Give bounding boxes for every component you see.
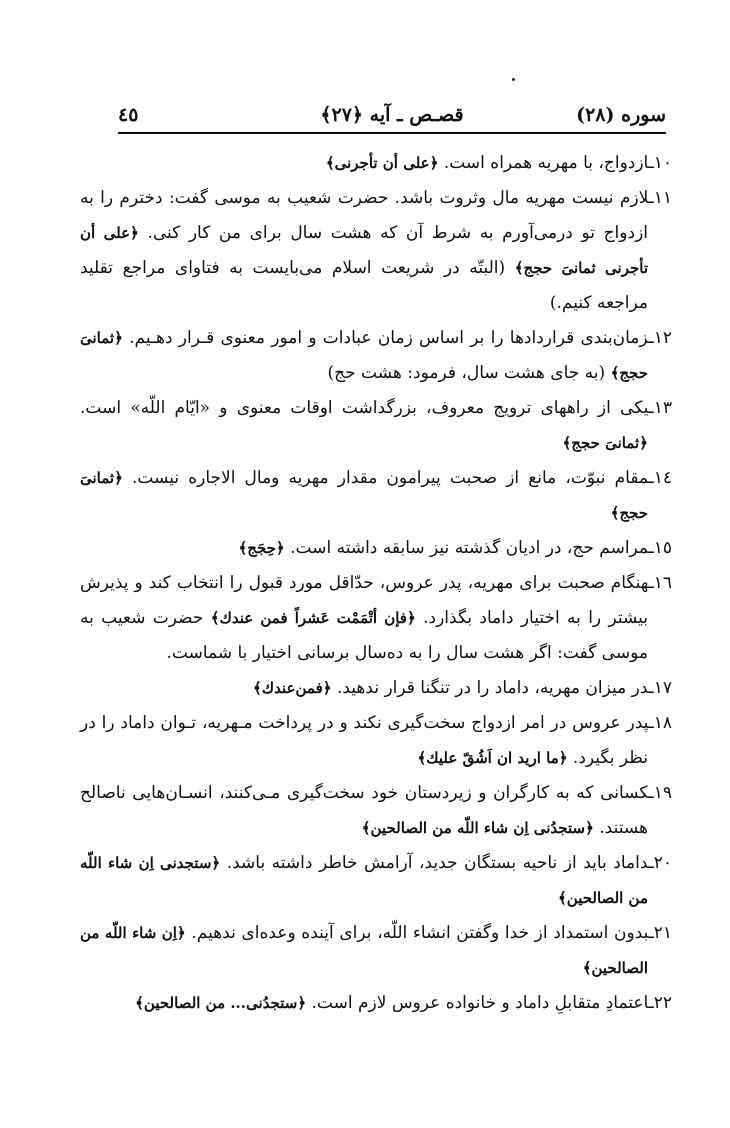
item-text: داماد بايد از ناحيه بستگان جديد، آرامش خاطر داشته باشد. bbox=[226, 853, 649, 873]
list-item bbox=[80, 146, 672, 181]
item-text: پدر عروس در امر ازدواج سخت‌گيرى نكند و در پرداخت مـهريه، تـوان داماد را در نظر بگيرد. bbox=[80, 713, 649, 768]
item-number: ١٨ـ bbox=[648, 713, 672, 733]
list-item bbox=[80, 846, 672, 916]
item-quote: ﴿على أن تأجرنى﴾ bbox=[325, 154, 439, 172]
item-number: ١٧ـ bbox=[648, 678, 672, 698]
list-item bbox=[80, 181, 672, 321]
item-text: مراسم حج، در اديان گذشته نيز سابقه داشته است. bbox=[290, 538, 649, 558]
page-number: ٤٥ bbox=[118, 104, 139, 126]
item-text: اعتمادِ متقابلِ داماد و خانواده عروس لازم است. bbox=[311, 993, 649, 1013]
item-number: ١٢ـ bbox=[648, 328, 672, 348]
item-text: لازم نيست مهريه مال وثروت باشد. حضرت شعيب به موسى گفت: دخترم را به ازدواج تو درمى‌آورم به شرط آن كه هشت سال براى من كار كنى. bbox=[80, 188, 649, 243]
item-quote: ﴿فإن أتْمَمْت عَشراً فمن عندك﴾ bbox=[210, 609, 416, 627]
page-title: قصـص ـ آيه ﴿٢٧﴾ bbox=[320, 104, 464, 126]
item-quote: ﴿ثمانىَ حجج﴾ bbox=[80, 469, 648, 522]
item-tail: حضرت شعيب به موسى گفت: اگر هشت سال را به ده‌سال برسانى اختيار با شماست. bbox=[80, 608, 648, 663]
item-number: ١٦ـ bbox=[648, 573, 672, 593]
item-text: هنگام صحبت براى مهريه، پدر عروس، حدّاقل مورد قبول را انتخاب كند و پذيرش بيشتر را به اختيار داماد بگذارد. bbox=[80, 573, 649, 628]
item-text: زمان‌بندى قراردادها را بر اساس زمان عبادات و امور معنوى قـرار دهـيم. bbox=[129, 328, 649, 348]
item-quote: ﴿ستجدُنى اِن شاء اللّه من الصالحين﴾ bbox=[361, 819, 594, 837]
item-quote: ﴿ستجدُنى... من الصالحين﴾ bbox=[135, 994, 307, 1012]
page-body bbox=[80, 146, 672, 1021]
header-rule bbox=[118, 132, 666, 134]
item-number: ١٤ـ bbox=[648, 468, 673, 488]
list-item bbox=[80, 391, 672, 461]
item-number: ١٥ـ bbox=[648, 538, 672, 558]
item-quote: ﴿ثمانىَ حجج﴾ bbox=[80, 329, 648, 382]
item-number: ٢٠ـ bbox=[648, 853, 673, 873]
list-item bbox=[80, 776, 672, 846]
list-item bbox=[80, 461, 672, 531]
item-quote: ﴿على أن تأجرنى ثمانىَ حجج﴾ bbox=[80, 224, 649, 277]
item-number: ١١ـ bbox=[648, 188, 672, 208]
page-header bbox=[118, 98, 666, 132]
item-number: ١٠ـ bbox=[648, 153, 672, 173]
item-number: ١٣ـ bbox=[648, 398, 672, 418]
item-number: ١٩ـ bbox=[648, 783, 672, 803]
list-item bbox=[80, 986, 672, 1021]
item-text: در ميزان مهريه، داماد را در تنگنا قرار ندهيد. bbox=[336, 678, 649, 698]
item-number: ٢١ـ bbox=[648, 923, 673, 943]
item-quote: ﴿فمن‌عندك﴾ bbox=[253, 679, 332, 697]
item-text: كسانى كه به كارگران و زيردستان خود سخت‌گيرى مـى‌كنند، انسـان‌هايى ناصالح هستند. bbox=[80, 783, 649, 838]
item-quote: ﴿ثمانىَ حجج﴾ bbox=[562, 434, 648, 452]
list-item bbox=[80, 671, 672, 706]
list-item bbox=[80, 321, 672, 391]
item-tail: (به جاى هشت سال، فرمود: هشت حج) bbox=[327, 363, 606, 383]
list-item bbox=[80, 916, 672, 986]
item-text: بدون استمداد از خدا وگفتن انشاء اللّه، براى آينده وعده‌اى ندهيم. bbox=[191, 923, 649, 943]
item-text: ازدواج، با مهريه همراه است. bbox=[443, 153, 649, 173]
ink-dot bbox=[512, 78, 515, 81]
item-tail: (البتّه در شريعت اسلام مى‌بايست به فتاواى مراجع تقليد مراجعه كنيم.) bbox=[80, 258, 648, 313]
item-number: ٢٢ـ bbox=[648, 993, 672, 1013]
item-quote: ﴿ستجدنى اِن شاء اللّه من الصالحين﴾ bbox=[80, 854, 648, 907]
list-item bbox=[80, 566, 672, 671]
item-text: مقام نبوّت، مانع از صحبت پيرامون مقدار مهريه ومال الاجاره نيست. bbox=[132, 468, 649, 488]
list-item bbox=[80, 706, 672, 776]
item-quote: ﴿ما اريد ان اَشُقّ عليك﴾ bbox=[417, 749, 568, 767]
list-item bbox=[80, 531, 672, 566]
item-text: يكى از راههاى ترويج معروف، بزرگداشت اوقات معنوى و «ايّام اللّه» است. bbox=[80, 398, 649, 418]
surah-label: سوره (٢٨) bbox=[576, 104, 666, 126]
item-quote: ﴿حِجَج﴾ bbox=[238, 539, 285, 557]
item-quote: ﴿اِن شاء اللّه من الصالحين﴾ bbox=[80, 924, 648, 977]
